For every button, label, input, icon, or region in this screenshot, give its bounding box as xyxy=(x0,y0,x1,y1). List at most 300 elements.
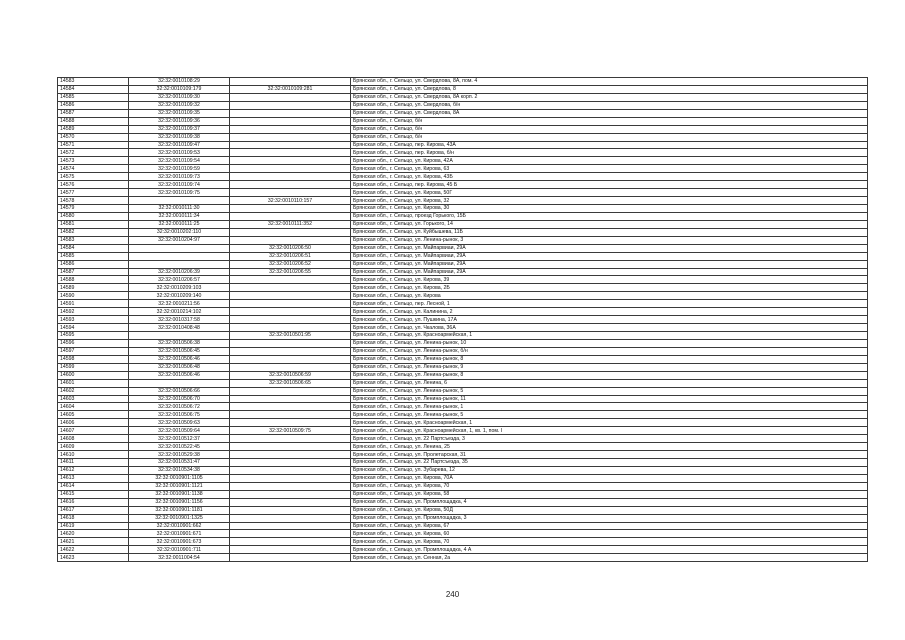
related-cadastral-number-cell xyxy=(230,411,351,419)
row-number-cell: 14584 xyxy=(58,85,129,93)
cadastral-number-cell: 32:32:0010206:39 xyxy=(129,268,230,276)
table-row xyxy=(58,260,868,268)
cadastral-number-cell: 32:32:0010109:53 xyxy=(129,149,230,157)
related-cadastral-number-cell xyxy=(230,459,351,467)
cadastral-number-cell: 32:32:0010901:1325 xyxy=(129,514,230,522)
row-number-cell: 14572 xyxy=(58,149,129,157)
cadastral-number-cell: 32:32:0010901:1138 xyxy=(129,490,230,498)
table-row xyxy=(58,189,868,197)
address-cell: Брянская обл., г. Сельцо, ул. Красноармейская, 1, кв. 1, пом. I xyxy=(351,427,868,435)
related-cadastral-number-cell xyxy=(230,101,351,109)
table-row xyxy=(58,332,868,340)
address-cell: Брянская обл., г. Сельцо, ул. Ленина-рынок, 5 xyxy=(351,411,868,419)
address-cell: Брянская обл., г. Сельцо, ул. Свердлова, б/н xyxy=(351,101,868,109)
cadastral-number-cell: 32:32:0010506:75 xyxy=(129,411,230,419)
table-row xyxy=(58,228,868,236)
table-row xyxy=(58,506,868,514)
cadastral-number-cell xyxy=(129,379,230,387)
table-row xyxy=(58,459,868,467)
table-row xyxy=(58,474,868,482)
table-row xyxy=(58,78,868,86)
address-cell: Брянская обл., г. Сельцо, б/н xyxy=(351,117,868,125)
cadastral-number-cell: 32:32:0010901:711 xyxy=(129,546,230,554)
table-row xyxy=(58,514,868,522)
page-number: 240 xyxy=(445,590,460,599)
address-cell: Брянская обл., г. Сельцо, ул. Красноармейская, 1 xyxy=(351,419,868,427)
address-cell: Брянская обл., г. Сельцо, ул. Майпарвиаи, 29А xyxy=(351,252,868,260)
address-cell: Брянская обл., г. Сельцо, ул. Ленина, 25 xyxy=(351,443,868,451)
cadastral-number-cell: 32:32:0010512:37 xyxy=(129,435,230,443)
table-row xyxy=(58,157,868,165)
address-cell: Брянская обл., г. Сельцо, ул. Ленина-рынок, 8 xyxy=(351,371,868,379)
cadastral-number-cell: 32:32:0010202:110 xyxy=(129,228,230,236)
table-row xyxy=(58,403,868,411)
row-number-cell: 14615 xyxy=(58,490,129,498)
cadastral-number-cell: 32:32:0010317:58 xyxy=(129,316,230,324)
table-row xyxy=(58,316,868,324)
address-cell: Брянская обл., г. Сельцо, ул. Свердлова, 8А xyxy=(351,109,868,117)
address-cell: Брянская обл., г. Сельцо, ул. Майпарвиаи, 29А xyxy=(351,244,868,252)
row-number-cell: 14607 xyxy=(58,427,129,435)
cadastral-number-cell: 32:32:0010529:38 xyxy=(129,451,230,459)
row-number-cell: 14613 xyxy=(58,474,129,482)
address-cell: Брянская обл., г. Сельцо, пер. Кирова, 45 Б xyxy=(351,181,868,189)
table-row xyxy=(58,252,868,260)
row-number-cell: 14586 xyxy=(58,260,129,268)
cadastral-table xyxy=(57,77,868,562)
cadastral-number-cell: 32:32:0010901:1156 xyxy=(129,498,230,506)
address-cell: Брянская обл., г. Сельцо, проезд Горького, 15Б xyxy=(351,212,868,220)
table-row xyxy=(58,355,868,363)
row-number-cell: 14617 xyxy=(58,506,129,514)
table-row xyxy=(58,339,868,347)
cadastral-number-cell: 32:32:0010408:48 xyxy=(129,324,230,332)
table-row xyxy=(58,268,868,276)
row-number-cell: 14610 xyxy=(58,451,129,459)
table-row xyxy=(58,149,868,157)
related-cadastral-number-cell xyxy=(230,324,351,332)
row-number-cell: 14598 xyxy=(58,355,129,363)
table-row xyxy=(58,363,868,371)
row-number-cell: 14576 xyxy=(58,181,129,189)
cadastral-number-cell: 32:32:0010109:36 xyxy=(129,117,230,125)
cadastral-number-cell: 32:32:0010209:140 xyxy=(129,292,230,300)
table-row xyxy=(58,427,868,435)
cadastral-number-cell: 32:32:0010901:1121 xyxy=(129,482,230,490)
row-number-cell: 14582 xyxy=(58,228,129,236)
related-cadastral-number-cell xyxy=(230,141,351,149)
table-row xyxy=(58,490,868,498)
related-cadastral-number-cell xyxy=(230,482,351,490)
address-cell: Брянская обл., г. Сельцо, ул. Кирова, 70 xyxy=(351,482,868,490)
row-number-cell: 14587 xyxy=(58,109,129,117)
table-row xyxy=(58,522,868,530)
cadastral-number-cell xyxy=(129,260,230,268)
table-row xyxy=(58,117,868,125)
related-cadastral-number-cell xyxy=(230,165,351,173)
table-row xyxy=(58,379,868,387)
address-cell: Брянская обл., г. Сельцо, ул. Калинина, 2 xyxy=(351,308,868,316)
table-row xyxy=(58,308,868,316)
cadastral-number-cell: 32:32:0010111:30 xyxy=(129,205,230,213)
cadastral-number-cell: 32:32:0010214:102 xyxy=(129,308,230,316)
row-number-cell: 14616 xyxy=(58,498,129,506)
table-row xyxy=(58,498,868,506)
address-cell: Брянская обл., г. Сельцо, ул. Промплощадка, 4 А xyxy=(351,546,868,554)
table-row xyxy=(58,85,868,93)
related-cadastral-number-cell xyxy=(230,355,351,363)
table-row xyxy=(58,101,868,109)
table-row xyxy=(58,324,868,332)
related-cadastral-number-cell xyxy=(230,308,351,316)
related-cadastral-number-cell xyxy=(230,181,351,189)
row-number-cell: 14603 xyxy=(58,395,129,403)
cadastral-number-cell: 32:32:0010506:48 xyxy=(129,363,230,371)
row-number-cell: 14585 xyxy=(58,252,129,260)
table-row xyxy=(58,284,868,292)
table-row xyxy=(58,466,868,474)
related-cadastral-number-cell xyxy=(230,316,351,324)
cadastral-number-cell: 32:32:0010901:1105 xyxy=(129,474,230,482)
address-cell: Брянская обл., г. Сельцо, ул. Кирова, 50Г xyxy=(351,189,868,197)
row-number-cell: 14577 xyxy=(58,189,129,197)
related-cadastral-number-cell xyxy=(230,300,351,308)
address-cell: Брянская обл., г. Сельцо, ул. Ленина-рынок, 9 xyxy=(351,363,868,371)
related-cadastral-number-cell xyxy=(230,236,351,244)
table-row xyxy=(58,482,868,490)
table-row xyxy=(58,220,868,228)
row-number-cell: 14594 xyxy=(58,324,129,332)
cadastral-number-cell: 32:32:0010204:97 xyxy=(129,236,230,244)
related-cadastral-number-cell xyxy=(230,506,351,514)
related-cadastral-number-cell xyxy=(230,403,351,411)
related-cadastral-number-cell: 32:32:0010111:352 xyxy=(230,220,351,228)
related-cadastral-number-cell xyxy=(230,228,351,236)
row-number-cell: 14589 xyxy=(58,284,129,292)
row-number-cell: 14581 xyxy=(58,220,129,228)
row-number-cell: 14621 xyxy=(58,538,129,546)
address-cell: Брянская обл., г. Сельцо, ул. Майпарвиаи, 29А xyxy=(351,260,868,268)
row-number-cell: 14618 xyxy=(58,514,129,522)
address-cell: Брянская обл., г. Сельцо, ул. Свердлова, 8А корп. 2 xyxy=(351,93,868,101)
address-cell: Брянская обл., г. Сельцо, ул. Горького, 14 xyxy=(351,220,868,228)
related-cadastral-number-cell xyxy=(230,339,351,347)
table-row xyxy=(58,443,868,451)
related-cadastral-number-cell xyxy=(230,109,351,117)
cadastral-number-cell: 32:32:0010109:35 xyxy=(129,109,230,117)
address-cell: Брянская обл., г. Сельцо, ул. Кирова, 30 xyxy=(351,205,868,213)
row-number-cell: 14592 xyxy=(58,308,129,316)
table-row xyxy=(58,419,868,427)
address-cell: Брянская обл., г. Сельцо, ул. Свердлова, 8А, пом. 4 xyxy=(351,78,868,86)
address-cell: Брянская обл., г. Сельцо, пер. Кирова, б/н xyxy=(351,149,868,157)
cadastral-number-cell xyxy=(129,252,230,260)
cadastral-number-cell: 32:32:0010108:29 xyxy=(129,78,230,86)
row-number-cell: 14600 xyxy=(58,371,129,379)
address-cell: Брянская обл., г. Сельцо, ул. Майпарвиаи, 29А xyxy=(351,268,868,276)
row-number-cell: 14579 xyxy=(58,205,129,213)
cadastral-number-cell: 32:32:0010509:64 xyxy=(129,427,230,435)
address-cell: Брянская обл., г. Сельцо, ул. Кирова, 60 xyxy=(351,530,868,538)
cadastral-number-cell: 32:32:0010506:46 xyxy=(129,371,230,379)
address-cell: Брянская обл., г. Сельцо, ул. Кирова, 58 xyxy=(351,490,868,498)
row-number-cell: 14587 xyxy=(58,268,129,276)
related-cadastral-number-cell xyxy=(230,212,351,220)
row-number-cell: 14588 xyxy=(58,276,129,284)
cadastral-number-cell: 32:32:0010522:45 xyxy=(129,443,230,451)
address-cell: Брянская обл., г. Сельцо, ул. Кирова, 42А xyxy=(351,157,868,165)
address-cell: Брянская обл., г. Сельцо, ул. Свердлова, 8 xyxy=(351,85,868,93)
address-cell: Брянская обл., г. Сельцо, ул. Пушкина, 17А xyxy=(351,316,868,324)
row-number-cell: 14612 xyxy=(58,466,129,474)
address-cell: Брянская обл., г. Сельцо, ул. Кирова, 39 xyxy=(351,276,868,284)
related-cadastral-number-cell: 32:32:0010206:55 xyxy=(230,268,351,276)
address-cell: Брянская обл., г. Сельцо, ул. 22 Партсъезда, 3 xyxy=(351,435,868,443)
address-cell: Брянская обл., г. Сельцо, ул. Кирова, 2Б xyxy=(351,284,868,292)
address-cell: Брянская обл., г. Сельцо, ул. Ленина-рынок, 3 xyxy=(351,236,868,244)
table-row xyxy=(58,451,868,459)
related-cadastral-number-cell: 32:32:0010509:75 xyxy=(230,427,351,435)
cadastral-number-cell: 32:32:0010109:37 xyxy=(129,125,230,133)
related-cadastral-number-cell xyxy=(230,363,351,371)
related-cadastral-number-cell xyxy=(230,292,351,300)
table-row xyxy=(58,205,868,213)
row-number-cell: 14602 xyxy=(58,387,129,395)
table-row xyxy=(58,292,868,300)
related-cadastral-number-cell: 32:32:0010206:52 xyxy=(230,260,351,268)
related-cadastral-number-cell xyxy=(230,284,351,292)
address-cell: Брянская обл., г. Сельцо, ул. Промплощадка, 4 xyxy=(351,498,868,506)
related-cadastral-number-cell xyxy=(230,530,351,538)
cadastral-number-cell: 32:32:0010109:30 xyxy=(129,93,230,101)
cadastral-table-body xyxy=(58,78,868,562)
cadastral-number-cell: 32:32:0010211:56 xyxy=(129,300,230,308)
address-cell: Брянская обл., г. Сельцо, ул. Кирова, 70 xyxy=(351,538,868,546)
related-cadastral-number-cell xyxy=(230,451,351,459)
row-number-cell: 14599 xyxy=(58,363,129,371)
address-cell: Брянская обл., г. Сельцо, ул. Ленина-рынок, 11 xyxy=(351,395,868,403)
cadastral-number-cell: 32:32:0010509:63 xyxy=(129,419,230,427)
row-number-cell: 14588 xyxy=(58,117,129,125)
related-cadastral-number-cell xyxy=(230,347,351,355)
related-cadastral-number-cell xyxy=(230,466,351,474)
related-cadastral-number-cell xyxy=(230,173,351,181)
table-row xyxy=(58,197,868,205)
row-number-cell: 14591 xyxy=(58,300,129,308)
row-number-cell: 14585 xyxy=(58,93,129,101)
cadastral-number-cell: 32:32:0010109:74 xyxy=(129,181,230,189)
cadastral-number-cell: 32:32:0010109:75 xyxy=(129,189,230,197)
row-number-cell: 14596 xyxy=(58,339,129,347)
cadastral-number-cell: 32:32:0010206:57 xyxy=(129,276,230,284)
address-cell: Брянская обл., г. Сельцо, пер. Лесной, 1 xyxy=(351,300,868,308)
table-row xyxy=(58,236,868,244)
row-number-cell: 14611 xyxy=(58,459,129,467)
row-number-cell: 14593 xyxy=(58,316,129,324)
row-number-cell: 14589 xyxy=(58,125,129,133)
related-cadastral-number-cell: 32:32:0010109:281 xyxy=(230,85,351,93)
row-number-cell: 14570 xyxy=(58,133,129,141)
cadastral-number-cell: 32:32:0010109:179 xyxy=(129,85,230,93)
related-cadastral-number-cell xyxy=(230,435,351,443)
related-cadastral-number-cell xyxy=(230,157,351,165)
address-cell: Брянская обл., г. Сельцо, ул. Кирова, 67 xyxy=(351,522,868,530)
cadastral-number-cell: 32:32:0010111:25 xyxy=(129,220,230,228)
address-cell: Брянская обл., г. Сельцо, ул. Чкалова, 36А xyxy=(351,324,868,332)
row-number-cell: 14580 xyxy=(58,212,129,220)
row-number-cell: 14606 xyxy=(58,419,129,427)
cadastral-number-cell: 32:32:0010901:1181 xyxy=(129,506,230,514)
table-row xyxy=(58,411,868,419)
table-row xyxy=(58,165,868,173)
table-row xyxy=(58,212,868,220)
row-number-cell: 14583 xyxy=(58,78,129,86)
related-cadastral-number-cell xyxy=(230,387,351,395)
address-cell: Брянская обл., г. Сельцо, ул. Ленина-рынок, 5 xyxy=(351,387,868,395)
table-row xyxy=(58,435,868,443)
row-number-cell: 14586 xyxy=(58,101,129,109)
row-number-cell: 14571 xyxy=(58,141,129,149)
cadastral-number-cell: 32:32:0010109:32 xyxy=(129,101,230,109)
cadastral-number-cell: 32:32:0010209:103 xyxy=(129,284,230,292)
related-cadastral-number-cell: 32:32:0010206:51 xyxy=(230,252,351,260)
related-cadastral-number-cell: 32:32:0010501:95 xyxy=(230,332,351,340)
row-number-cell: 14583 xyxy=(58,236,129,244)
table-row xyxy=(58,133,868,141)
cadastral-number-cell: 32:32:0010109:54 xyxy=(129,157,230,165)
row-number-cell: 14605 xyxy=(58,411,129,419)
table-row xyxy=(58,109,868,117)
related-cadastral-number-cell xyxy=(230,538,351,546)
address-cell: Брянская обл., г. Сельцо, ул. Ленина-рынок, б/н xyxy=(351,347,868,355)
row-number-cell: 14575 xyxy=(58,173,129,181)
address-cell: Брянская обл., г. Сельцо, пер. Кирова, 43А xyxy=(351,141,868,149)
table-row xyxy=(58,141,868,149)
address-cell: Брянская обл., г. Сельцо, ул. Промплощадка, 3 xyxy=(351,514,868,522)
address-cell: Брянская обл., г. Сельцо, ул. Зубарева, 12 xyxy=(351,466,868,474)
row-number-cell: 14608 xyxy=(58,435,129,443)
related-cadastral-number-cell xyxy=(230,419,351,427)
table-row xyxy=(58,546,868,554)
related-cadastral-number-cell: 32:32:0010206:50 xyxy=(230,244,351,252)
address-cell: Брянская обл., г. Сельцо, ул. Кирова, 63 xyxy=(351,165,868,173)
cadastral-number-cell: 32:32:0010506:46 xyxy=(129,355,230,363)
table-row xyxy=(58,387,868,395)
address-cell: Брянская обл., г. Сельцо, ул. Красноармейская, 1 xyxy=(351,332,868,340)
table-row xyxy=(58,173,868,181)
related-cadastral-number-cell: 32:32:0010506:65 xyxy=(230,379,351,387)
address-cell: Брянская обл., г. Сельцо, ул. Пролетарская, 31 xyxy=(351,451,868,459)
related-cadastral-number-cell xyxy=(230,205,351,213)
row-number-cell: 14573 xyxy=(58,157,129,165)
related-cadastral-number-cell xyxy=(230,395,351,403)
related-cadastral-number-cell xyxy=(230,490,351,498)
cadastral-number-cell: 32:32:0011004:54 xyxy=(129,554,230,562)
address-cell: Брянская обл., г. Сельцо, ул. Кирова, 50Д xyxy=(351,506,868,514)
row-number-cell: 14623 xyxy=(58,554,129,562)
address-cell: Брянская обл., г. Сельцо, ул. Куйбышева, 11Б xyxy=(351,228,868,236)
address-cell: Брянская обл., г. Сельцо, ул. Ленина-рынок, 1 xyxy=(351,403,868,411)
cadastral-number-cell: 32:32:0010506:70 xyxy=(129,395,230,403)
cadastral-number-cell: 32:32:0010111:34 xyxy=(129,212,230,220)
table-row xyxy=(58,538,868,546)
cadastral-number-cell xyxy=(129,244,230,252)
row-number-cell: 14601 xyxy=(58,379,129,387)
row-number-cell: 14622 xyxy=(58,546,129,554)
row-number-cell: 14574 xyxy=(58,165,129,173)
cadastral-number-cell: 32:32:0010109:59 xyxy=(129,165,230,173)
table-row xyxy=(58,300,868,308)
row-number-cell: 14595 xyxy=(58,332,129,340)
related-cadastral-number-cell: 32:32:0010506:59 xyxy=(230,371,351,379)
row-number-cell: 14619 xyxy=(58,522,129,530)
related-cadastral-number-cell xyxy=(230,474,351,482)
row-number-cell: 14614 xyxy=(58,482,129,490)
cadastral-number-cell xyxy=(129,332,230,340)
cadastral-number-cell: 32:32:0010506:72 xyxy=(129,403,230,411)
address-cell: Брянская обл., г. Сельцо, ул. Кирова, 70А xyxy=(351,474,868,482)
related-cadastral-number-cell xyxy=(230,276,351,284)
row-number-cell: 14578 xyxy=(58,197,129,205)
related-cadastral-number-cell xyxy=(230,149,351,157)
cadastral-number-cell: 32:32:0010534:38 xyxy=(129,466,230,474)
related-cadastral-number-cell xyxy=(230,125,351,133)
table-row xyxy=(58,530,868,538)
cadastral-number-cell: 32:32:0010901:662 xyxy=(129,522,230,530)
row-number-cell: 14597 xyxy=(58,347,129,355)
related-cadastral-number-cell xyxy=(230,443,351,451)
row-number-cell: 14590 xyxy=(58,292,129,300)
table-row xyxy=(58,93,868,101)
cadastral-number-cell: 32:32:0010901:673 xyxy=(129,538,230,546)
table-row xyxy=(58,276,868,284)
cadastral-number-cell xyxy=(129,197,230,205)
row-number-cell: 14604 xyxy=(58,403,129,411)
related-cadastral-number-cell xyxy=(230,514,351,522)
related-cadastral-number-cell xyxy=(230,189,351,197)
table-row xyxy=(58,371,868,379)
address-cell: Брянская обл., г. Сельцо, ул. Кирова, 32 xyxy=(351,197,868,205)
related-cadastral-number-cell xyxy=(230,93,351,101)
row-number-cell: 14584 xyxy=(58,244,129,252)
table-row xyxy=(58,347,868,355)
table-row xyxy=(58,554,868,562)
related-cadastral-number-cell xyxy=(230,522,351,530)
row-number-cell: 14609 xyxy=(58,443,129,451)
address-cell: Брянская обл., г. Сельцо, ул. 22 Партсъезда, 35 xyxy=(351,459,868,467)
related-cadastral-number-cell xyxy=(230,78,351,86)
related-cadastral-number-cell xyxy=(230,554,351,562)
cadastral-number-cell: 32:32:0010506:38 xyxy=(129,339,230,347)
table-row xyxy=(58,125,868,133)
cadastral-number-cell: 32:32:0010531:47 xyxy=(129,459,230,467)
cadastral-number-cell: 32:32:0010109:47 xyxy=(129,141,230,149)
related-cadastral-number-cell xyxy=(230,546,351,554)
address-cell: Брянская обл., г. Сельцо, ул. Сенная, 2а xyxy=(351,554,868,562)
address-cell: Брянская обл., г. Сельцо, ул. Ленина, 6 xyxy=(351,379,868,387)
cadastral-number-cell: 32:32:0010109:38 xyxy=(129,133,230,141)
table-row xyxy=(58,181,868,189)
address-cell: Брянская обл., г. Сельцо, ул. Кирова xyxy=(351,292,868,300)
address-cell: Брянская обл., г. Сельцо, б/н xyxy=(351,133,868,141)
row-number-cell: 14620 xyxy=(58,530,129,538)
cadastral-number-cell: 32:32:0010109:73 xyxy=(129,173,230,181)
related-cadastral-number-cell xyxy=(230,498,351,506)
address-cell: Брянская обл., г. Сельцо, б/н xyxy=(351,125,868,133)
table-row xyxy=(58,395,868,403)
address-cell: Брянская обл., г. Сельцо, ул. Ленина-рынок, 10 xyxy=(351,339,868,347)
address-cell: Брянская обл., г. Сельцо, ул. Ленина-рынок, 8 xyxy=(351,355,868,363)
